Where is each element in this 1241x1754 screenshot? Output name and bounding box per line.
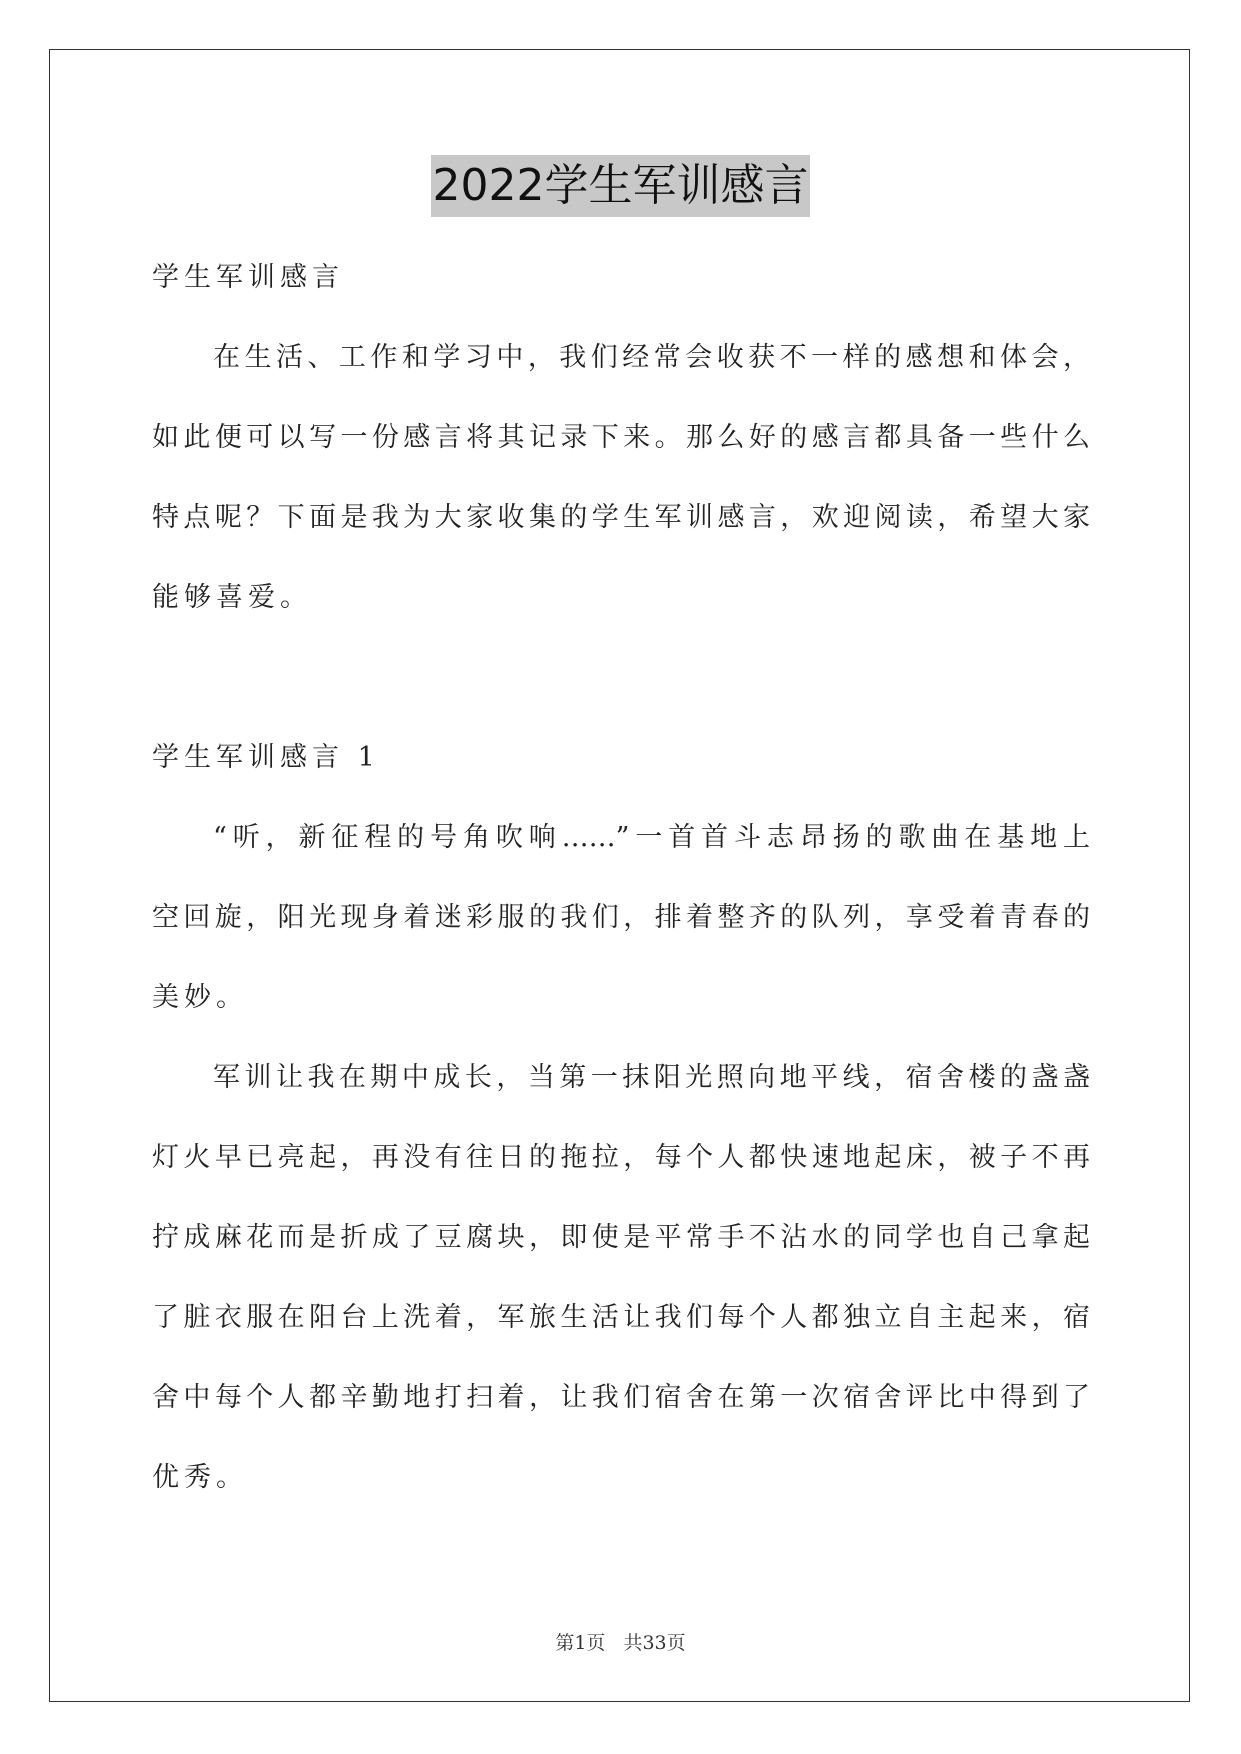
title-wrap (0, 155, 1241, 217)
paragraph-line: 拧成麻花而是折成了豆腐块，即使是平常手不沾水的同学也自己拿起 (152, 1222, 1090, 1253)
paragraph-line: 在生活、工作和学习中，我们经常会收获不一样的感想和体会， (213, 342, 1090, 373)
paragraph-line: 美妙。 (152, 982, 248, 1013)
paragraph-line: 舍中每个人都辛勤地打扫着，让我们宿舍在第一次宿舍评比中得到了 (152, 1382, 1090, 1413)
paragraph-line: 优秀。 (152, 1462, 248, 1493)
section-heading: 学生军训感言 1 (152, 742, 380, 773)
paragraph-line: 军训让我在期中成长，当第一抹阳光照向地平线，宿舍楼的盏盏 (213, 1062, 1090, 1093)
paragraph-line: 特点呢？下面是我为大家收集的学生军训感言，欢迎阅读，希望大家 (152, 502, 1090, 533)
document-body (152, 238, 1090, 1518)
paragraph-line: 灯火早已亮起，再没有往日的拖拉，每个人都快速地起床，被子不再 (152, 1142, 1090, 1173)
page-footer (0, 1628, 1241, 1655)
paragraph-line: 能够喜爱。 (152, 582, 312, 613)
paragraph-line: 如此便可以写一份感言将其记录下来。那么好的感言都具备一些什么 (152, 422, 1090, 453)
document-title: 2022学生军训感言 (431, 155, 811, 217)
paragraph-gap (152, 638, 1090, 718)
section-heading: 学生军训感言 (152, 262, 344, 293)
page-number: 第1页 (555, 1632, 606, 1654)
page-total: 共33页 (623, 1632, 686, 1654)
paragraph-line: 空回旋，阳光现身着迷彩服的我们，排着整齐的队列，享受着青春的 (152, 902, 1090, 933)
paragraph-line: “听，新征程的号角吹响……”一首首斗志昂扬的歌曲在基地上 (213, 822, 1090, 853)
paragraph-line: 了脏衣服在阳台上洗着，军旅生活让我们每个人都独立自主起来，宿 (152, 1302, 1090, 1333)
